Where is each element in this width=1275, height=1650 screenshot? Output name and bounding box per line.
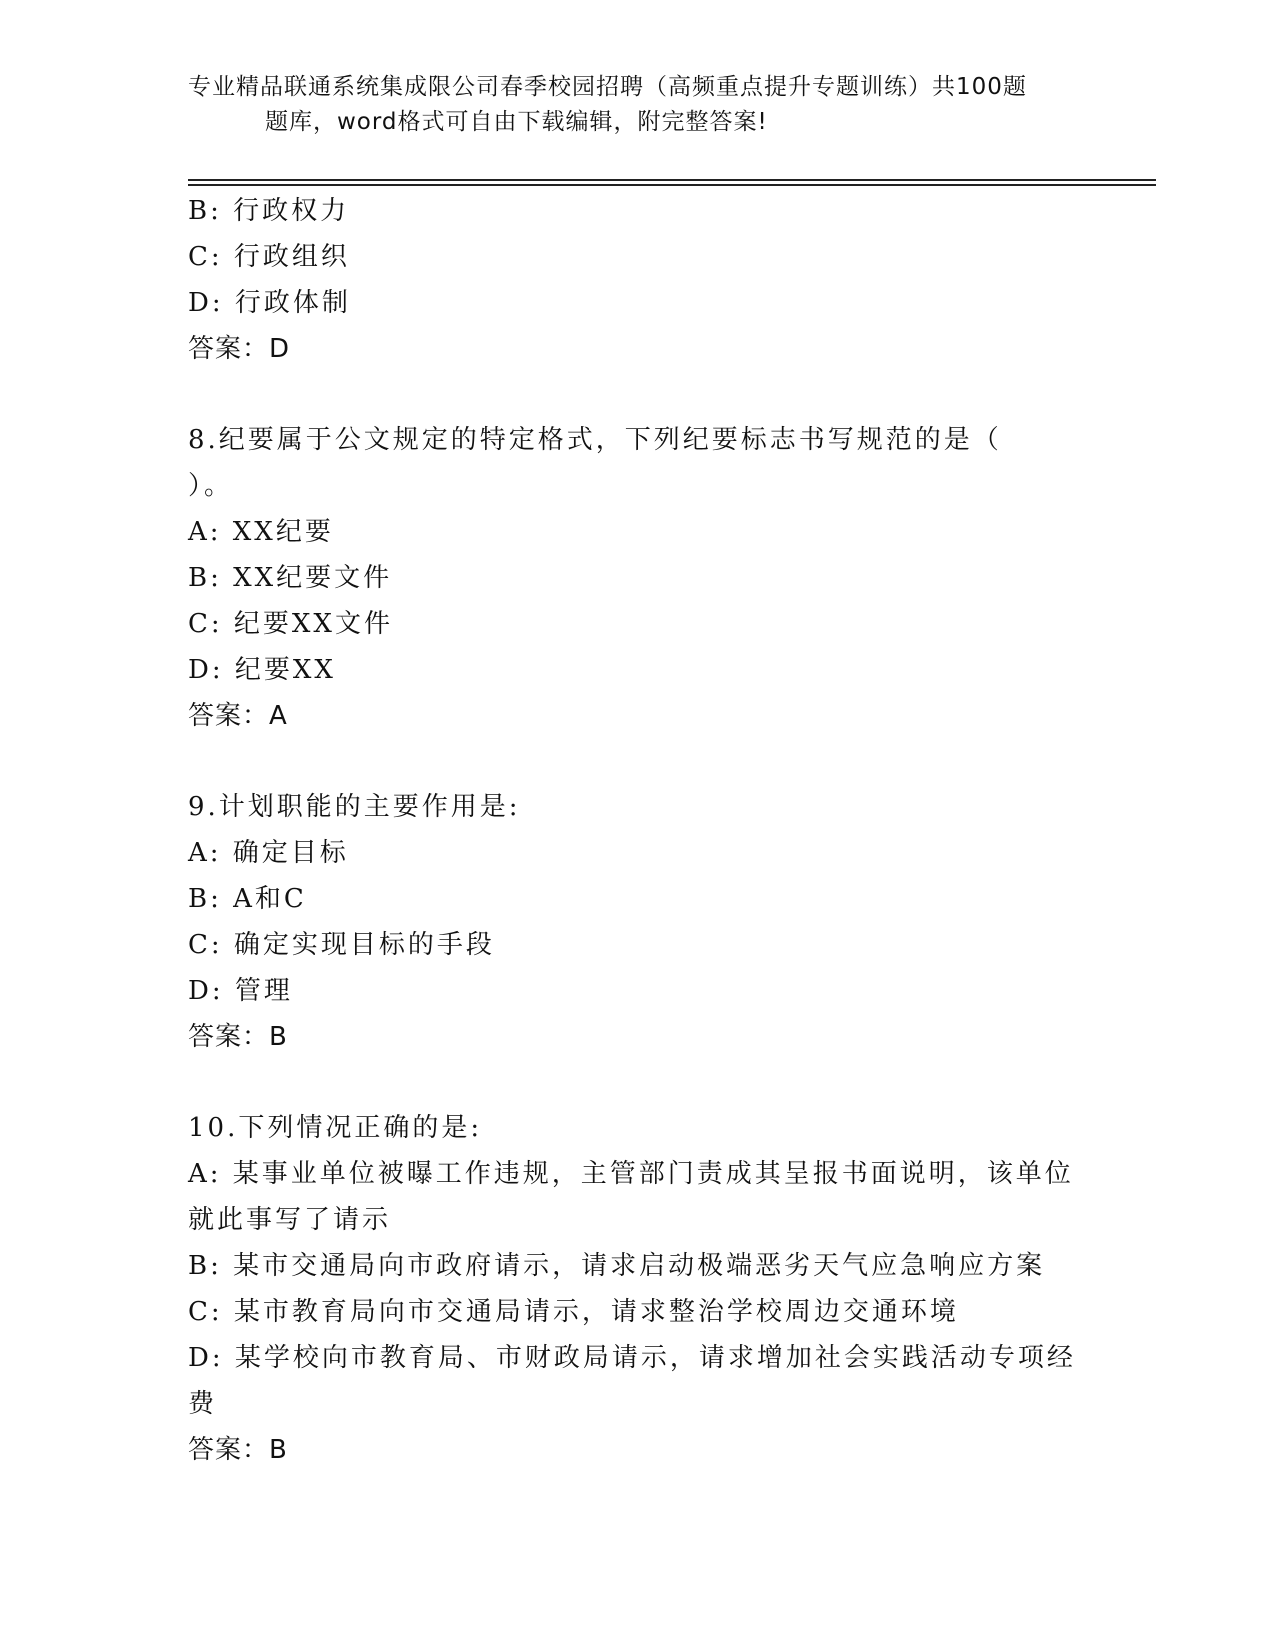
question-stem: 9.计划职能的主要作用是: [188, 792, 521, 822]
option-d: D: 某学校向市教育局、市财政局请示，请求增加社会实践活动专项经 [188, 1343, 1076, 1373]
question-block [188, 784, 1088, 1060]
block-spacer [188, 739, 1088, 784]
option-d: D: 纪要XX [188, 655, 336, 685]
block-spacer [188, 372, 1088, 417]
option-b: B: 行政权力 [188, 196, 350, 226]
document-header [188, 70, 1088, 140]
header-title-line2: 题库，word格式可自由下载编辑，附完整答案! [265, 109, 768, 135]
question-list [188, 188, 1088, 1473]
answer-line: 答案：B [188, 1435, 288, 1465]
option-b: B: 某市交通局向市政府请示，请求启动极端恶劣天气应急响应方案 [188, 1251, 1046, 1281]
option-b: B: A和C [188, 884, 307, 914]
option-c: C: 纪要XX文件 [188, 609, 393, 639]
option-d-continued: 费 [188, 1389, 218, 1419]
question-block [188, 417, 1088, 739]
question-stem-continued: ）。 [188, 471, 234, 501]
question-stem: 8.纪要属于公文规定的特定格式，下列纪要标志书写规范的是（ [188, 425, 1002, 455]
option-d: D: 行政体制 [188, 288, 351, 318]
block-spacer [188, 1060, 1088, 1105]
answer-line: 答案：A [188, 701, 288, 731]
question-block [188, 188, 1088, 372]
option-a: A: 某事业单位被曝工作违规，主管部门责成其呈报书面说明，该单位 [188, 1159, 1074, 1189]
header-divider-top [188, 179, 1156, 181]
question-stem: 10.下列情况正确的是: [188, 1113, 483, 1143]
header-divider-bottom [188, 184, 1156, 186]
option-a: A: 确定目标 [188, 838, 349, 868]
answer-line: 答案：B [188, 1022, 288, 1052]
option-a: A: XX纪要 [188, 517, 334, 547]
question-block [188, 1105, 1088, 1473]
option-d: D: 管理 [188, 976, 293, 1006]
answer-line: 答案：D [188, 334, 291, 364]
option-c: C: 确定实现目标的手段 [188, 930, 495, 960]
option-c: C: 行政组织 [188, 242, 350, 272]
option-b: B: XX纪要文件 [188, 563, 393, 593]
option-a-continued: 就此事写了请示 [188, 1205, 392, 1235]
header-title-line1: 专业精品联通系统集成限公司春季校园招聘（高频重点提升专题训练）共100题 [188, 74, 1027, 100]
option-c: C: 某市教育局向市交通局请示，请求整治学校周边交通环境 [188, 1297, 959, 1327]
